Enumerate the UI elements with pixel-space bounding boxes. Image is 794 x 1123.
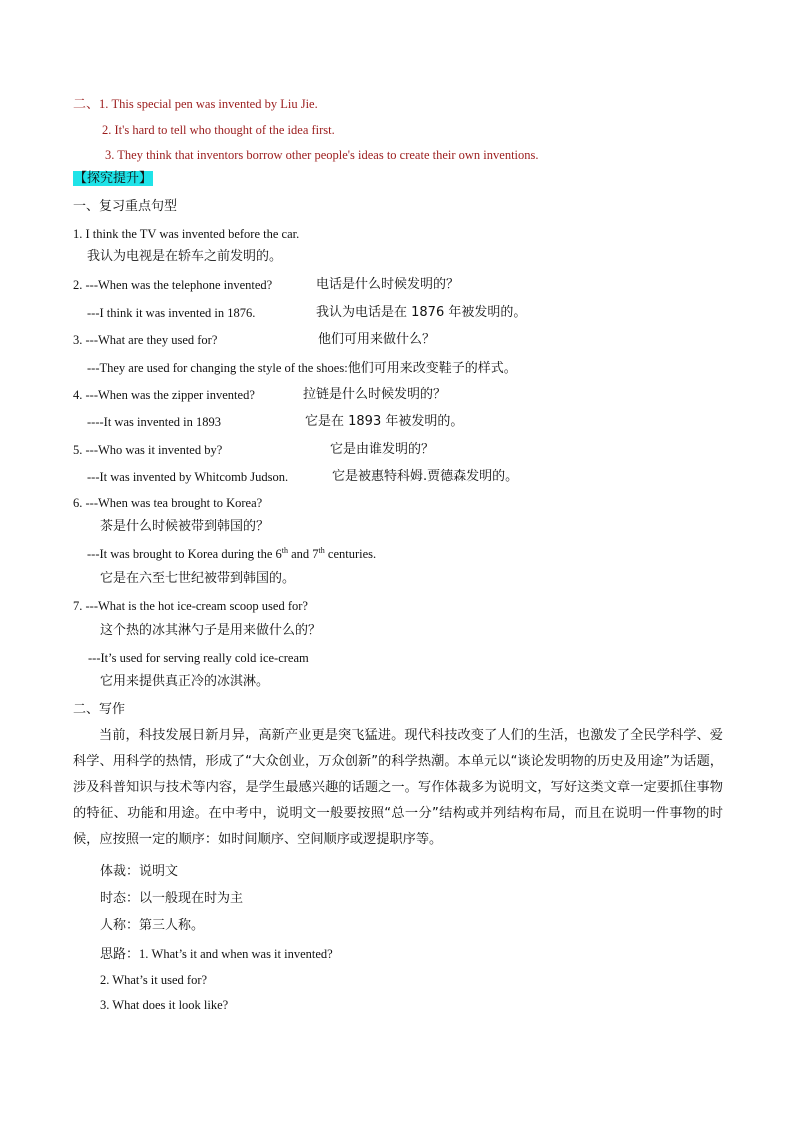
s6-q-cn: 茶是什么时候被带到韩国的？: [100, 519, 270, 534]
writing-person: 人称：第三人称。: [100, 918, 205, 933]
writing-genre: 体裁：说明文: [100, 864, 179, 879]
s7-q-cn: 这个热的冰其淋勺子是用来做什么的？: [100, 623, 322, 638]
section-label: 【探究提升】: [74, 171, 153, 186]
s3-a-en: ---They are used for changing the style of the shoes:: [87, 361, 348, 375]
s6-a-en-post: centuries.: [324, 547, 377, 561]
s3-a-cn: 他们可用来改变鞋子的样式。: [347, 361, 517, 376]
writing-idea-1: 1. What’s it and when was it invented?: [139, 947, 333, 961]
answer-item-2: 2. It's hard to tell who thought of the idea first.: [102, 123, 335, 137]
answer-item-1: 1. This special pen was invented by Liu Jie.: [99, 97, 318, 111]
s2-q-en: 2. ---When was the telephone invented?: [73, 278, 273, 292]
s6-a-en-pre: ---It was brought to Korea during the 6: [87, 547, 282, 561]
s6-q-en: 6. ---When was tea brought to Korea?: [73, 496, 263, 510]
s3-a-line: [87, 360, 517, 377]
s2-q-cn: 电话是什么时候发明的？: [316, 277, 460, 292]
review-heading: 一、复习重点句型: [73, 199, 178, 214]
answer-item-3: 3. They think that inventors borrow other people's ideas to create their own inventions.: [105, 148, 539, 162]
s5-a-en: ---It was invented by Whitcomb Judson.: [87, 470, 289, 484]
s3-q-en: 3. ---What are they used for?: [73, 333, 218, 347]
s7-a-cn: 它用来提供真正冷的冰淇淋。: [100, 674, 270, 689]
s4-q-en: 4. ---When was the zipper invented?: [73, 388, 255, 402]
s6-a-en-mid: and 7: [287, 547, 319, 561]
answer-line-1: [73, 96, 318, 113]
writing-idea-3: 3. What does it look like?: [100, 998, 229, 1012]
writing-paragraph: 当前，科技发展日新月异，高新产业更是突飞猛进。现代科技改变了人们的生活，也激发了全民学科学、爱科学、用科学的热情，形成了“大众创业，万众创新”的科学热潮。本单元以“谈论发明物的历史及用途”为话题，涉及科普知识与技术等内容，是学生最感兴趣的话题之一。写作体裁多为说明文，写好这类文章一定要抓住事物的特征、功能和用途。在中考中，说明文一般要按照“总一分”结构或并列结构布局，而且在说明一件事物的时候，应按照一定的顺序：如时间顺序、空间顺序或逻提职序等。: [73, 728, 723, 847]
writing-tense: 时态：以一般现在时为主: [100, 891, 244, 906]
s6-a-sup-1: th: [281, 545, 288, 555]
s6-a-line: [87, 546, 376, 562]
s1-en: 1. I think the TV was invented before the car.: [73, 227, 300, 241]
s4-q-cn: 拉链是什么时候发明的？: [303, 387, 447, 402]
writing-idea-2: 2. What’s it used for?: [100, 973, 208, 987]
s6-a-cn: 它是在六至七世纪被带到韩国的。: [100, 571, 296, 586]
s5-q-cn: 它是由谁发明的？: [330, 442, 435, 457]
section-label-wrap: [73, 171, 153, 187]
s2-a-en: ---I think it was invented in 1876.: [87, 306, 256, 320]
s5-q-en: 5. ---Who was it invented by?: [73, 443, 223, 457]
s3-q-cn: 他们可用来做什么？: [318, 332, 436, 347]
s4-a-cn: 它是在 1893 年被发明的。: [305, 414, 464, 429]
s6-a-sup-2: th: [318, 545, 325, 555]
s7-q-en: 7. ---What is the hot ice-cream scoop used for?: [73, 599, 308, 613]
answer-section-number: 二、: [73, 97, 100, 112]
s1-cn: 我认为电视是在轿车之前发明的。: [87, 249, 283, 264]
s7-a-en: ---It’s used for serving really cold ice-cream: [88, 651, 309, 665]
s4-a-en: ----It was invented in 1893: [87, 415, 221, 429]
s5-a-cn: 它是被惠特科姆.贾德森发明的。: [332, 469, 519, 484]
writing-idea-label: 思路：: [100, 947, 140, 962]
s2-a-cn: 我认为电话是在 1876 年被发明的。: [316, 305, 527, 320]
writing-idea-line: [100, 946, 333, 963]
writing-heading: 二、写作: [73, 702, 126, 717]
